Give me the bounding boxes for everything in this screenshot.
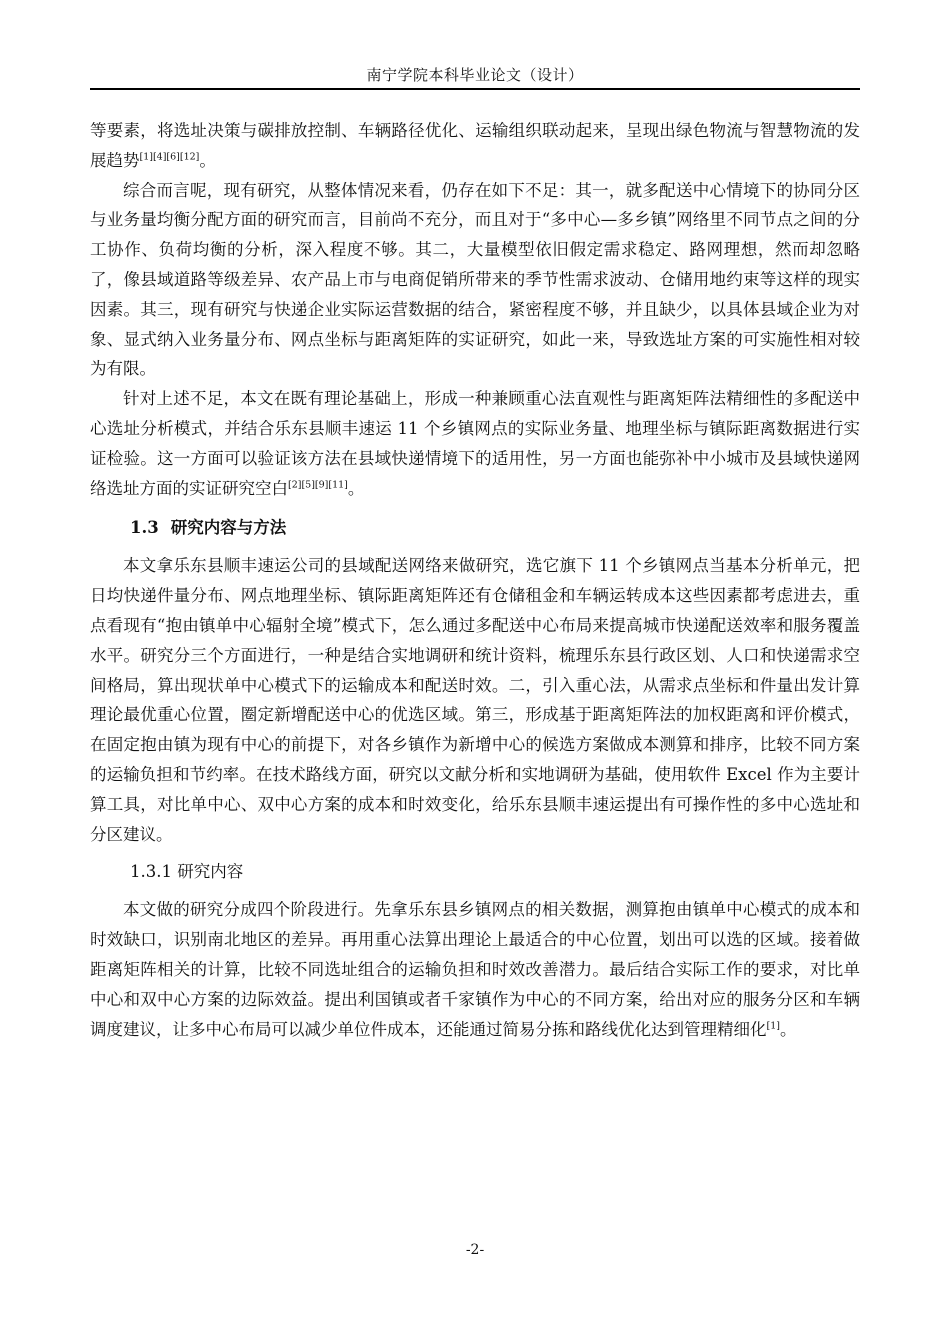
- body-text: [90, 116, 860, 1044]
- section-number: 1.3: [130, 518, 159, 538]
- paragraph-approach: [90, 384, 860, 503]
- paragraph-content: [90, 895, 860, 1044]
- paragraph-text: 本文拿乐东县顺丰速运公司的县域配送网络来做研究，选它旗下 11 个乡镇网点当基本分析单元，把日均快递件量分布、网点地理坐标、镇际距离矩阵还有仓储租金和车辆运转成本这些因素都考虑进去，重点看现有“抱由镇单中心辐射全境”模式下，怎么通过多配送中心布局来提高城市快递配送效率和服务覆盖水平。研究分三个方面进行，一种是结合实地调研和统计资料，梳理乐东县行政区划、人口和快递需求空间格局，算出现状单中心模式下的运输成本和配送时效。二，引入重心法，从需求点坐标和件量出发计算理论最优重心位置，圈定新增配送中心的优选区域。第三，形成基于距离矩阵法的加权距离和评价模式，在固定抱由镇为现有中心的前提下，对各乡镇作为新增中心的候选方案做成本测算和排序，比较不同方案的运输负担和节约率。在技术路线方面，研究以文献分析和实地调研为基础，使用软件 Excel 作为主要计算工具，对比单中心、双中心方案的成本和时效变化，给乐东县顺丰速运提出有可操作性的多中心选址和分区建议。: [90, 556, 860, 844]
- paragraph-end: 。: [779, 1019, 797, 1039]
- paragraph-text: 针对上述不足，本文在既有理论基础上，形成一种兼顾重心法直观性与距离矩阵法精细性的多配送中心选址分析模式，并结合乐东县顺丰速运 11 个乡镇网点的实际业务量、地理坐标与镇际距离数据进行实证检验。这一方面可以验证该方法在县域快递情境下的适用性，另一方面也能弥补中小城市及县域快递网络选址方面的实证研究空白: [90, 389, 860, 498]
- citation: [1][4][6][12]: [139, 151, 200, 163]
- paragraph-shortcomings: [90, 176, 860, 385]
- paragraph-text: 综合而言呢，现有研究，从整体情况来看，仍存在如下不足：其一，就多配送中心情境下的协同分区与业务量均衡分配方面的研究而言，目前尚不充分，而且对于“多中心—多乡镇”网络里不同节点之间的分工协作、负荷均衡的分析，深入程度不够。其二，大量模型依旧假定需求稳定、路网理想，然而却忽略了，像县域道路等级差异、农产品上市与电商促销所带来的季节性需求波动、仓储用地约束等这样的现实因素。其三，现有研究与快递企业实际运营数据的结合，紧密程度不够，并且缺少，以具体县域企业为对象、显式纳入业务量分布、网点坐标与距离矩阵的实证研究，如此一来，导致选址方案的可实施性相对较为有限。: [90, 180, 860, 379]
- paragraph-text: 本文做的研究分成四个阶段进行。先拿乐东县乡镇网点的相关数据，测算抱由镇单中心模式的成本和时效缺口，识别南北地区的差异。再用重心法算出理论上最适合的中心位置，划出可以选的区域。接着做距离矩阵相关的计算，比较不同选址组合的运输负担和时效改善潜力。最后结合实际工作的要求，对比单中心和双中心方案的边际效益。提出利国镇或者千家镇作为中心的不同方案，给出对应的服务分区和车辆调度建议，让多中心布局可以减少单位件成本，还能通过简易分拣和路线优化达到管理精细化: [90, 900, 860, 1039]
- page-number: -2-: [465, 1242, 485, 1258]
- paragraph-end: 。: [347, 478, 365, 498]
- paragraph-methods: [90, 551, 860, 849]
- paragraph-end: 。: [199, 150, 216, 170]
- paragraph-continued: [90, 116, 860, 176]
- citation: [1]: [766, 1020, 780, 1032]
- citation: [2][5][9][11]: [288, 479, 348, 491]
- header-rule: [90, 88, 860, 90]
- running-header: 南宁学院本科毕业论文（设计）: [366, 66, 584, 84]
- subsection-heading: 1.3.1 研究内容: [130, 862, 244, 882]
- section-heading: [90, 511, 860, 545]
- section-title: 研究内容与方法: [170, 518, 287, 538]
- paragraph-text: 等要素，将选址决策与碳排放控制、车辆路径优化、运输组织联动起来，呈现出绿色物流与智慧物流的发展趋势: [90, 121, 860, 170]
